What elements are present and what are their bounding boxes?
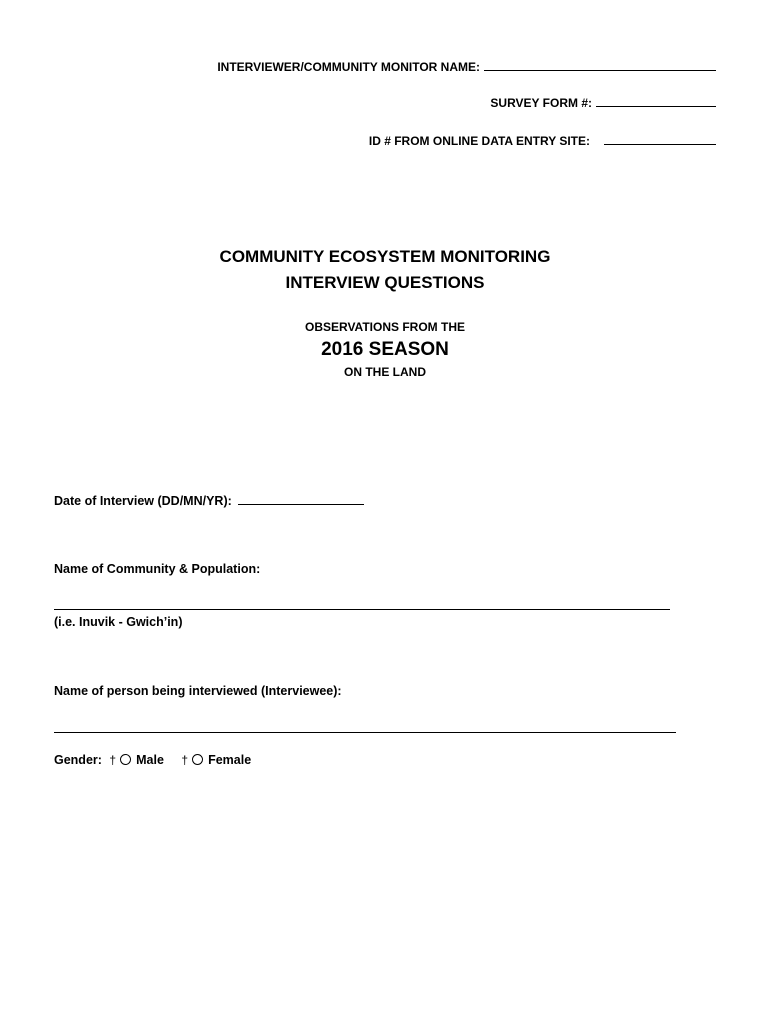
- id-label: ID # FROM ONLINE DATA ENTRY SITE:: [368, 134, 590, 148]
- community-example: (i.e. Inuvik - Gwich’in): [54, 615, 183, 629]
- gender-female-label: Female: [208, 753, 252, 767]
- land-label: ON THE LAND: [344, 365, 426, 379]
- survey-form-input[interactable]: [596, 96, 716, 107]
- gender-label: Gender:: [54, 753, 102, 767]
- gender-option-female[interactable]: [181, 753, 251, 767]
- radio-circle-icon[interactable]: [192, 754, 203, 765]
- checkbox-glyph-icon: †: [181, 753, 189, 767]
- gender-option-male[interactable]: [109, 753, 163, 767]
- checkbox-glyph-icon: †: [109, 753, 117, 767]
- community-input[interactable]: [54, 600, 670, 610]
- gender-row: [54, 753, 251, 767]
- title-line1: COMMUNITY ECOSYSTEM MONITORING: [219, 247, 551, 266]
- radio-circle-icon[interactable]: [120, 754, 131, 765]
- season-label: 2016 SEASON: [321, 339, 449, 360]
- interviewee-input[interactable]: [54, 723, 676, 733]
- id-row: [369, 134, 716, 148]
- date-row: [54, 494, 364, 508]
- monitor-name-label: INTERVIEWER/COMMUNITY MONITOR NAME:: [217, 60, 480, 74]
- monitor-name-row: [217, 60, 716, 74]
- survey-form-label: SURVEY FORM #:: [490, 96, 592, 110]
- survey-form-row: [490, 96, 716, 110]
- gender-male-label: Male: [136, 753, 164, 767]
- interviewee-label: Name of person being interviewed (Interviewee):: [54, 684, 342, 698]
- observations-label: OBSERVATIONS FROM THE: [304, 320, 465, 334]
- id-input[interactable]: [604, 134, 716, 145]
- monitor-name-input[interactable]: [484, 60, 716, 71]
- date-input[interactable]: [238, 494, 364, 505]
- date-label: Date of Interview (DD/MN/YR):: [54, 494, 232, 508]
- community-label: Name of Community & Population:: [54, 562, 261, 576]
- title-line2: INTERVIEW QUESTIONS: [285, 273, 485, 292]
